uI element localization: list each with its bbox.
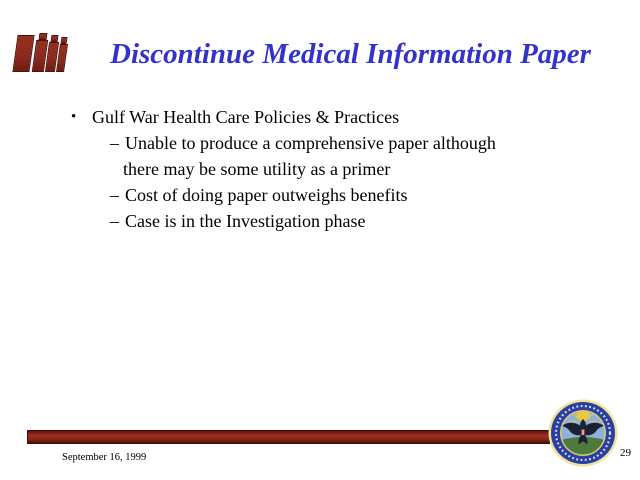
list-item bbox=[70, 208, 610, 234]
logo-bar-tick bbox=[51, 35, 59, 42]
dash-icon: – bbox=[110, 185, 119, 205]
bullet-list bbox=[70, 104, 610, 234]
slide-title: Discontinue Medical Information Paper bbox=[110, 38, 591, 70]
logo-bar-tick bbox=[39, 33, 48, 40]
page-number: 29 bbox=[620, 447, 631, 459]
dash-icon: – bbox=[110, 211, 119, 231]
department-of-defense-seal-icon bbox=[548, 399, 618, 467]
list-item-continuation bbox=[70, 156, 610, 182]
list-item-text: Unable to produce a comprehensive paper although bbox=[125, 133, 496, 153]
red-bars-logo-icon bbox=[15, 33, 69, 73]
dash-icon: – bbox=[110, 133, 119, 153]
list-item bbox=[70, 182, 610, 208]
bullet-icon: • bbox=[71, 109, 77, 125]
list-item bbox=[70, 104, 610, 130]
list-item-text: Gulf War Health Care Policies & Practices bbox=[92, 107, 400, 127]
logo-bar bbox=[12, 35, 34, 72]
logo-bar-tick bbox=[61, 37, 68, 44]
footer-date: September 16, 1999 bbox=[62, 452, 147, 463]
list-item-text: there may be some utility as a primer bbox=[123, 159, 391, 179]
list-item-text: Cost of doing paper outweighs benefits bbox=[125, 185, 408, 205]
list-item bbox=[70, 130, 610, 156]
footer-divider-bar bbox=[27, 430, 550, 444]
list-item-text: Case is in the Investigation phase bbox=[125, 211, 366, 231]
